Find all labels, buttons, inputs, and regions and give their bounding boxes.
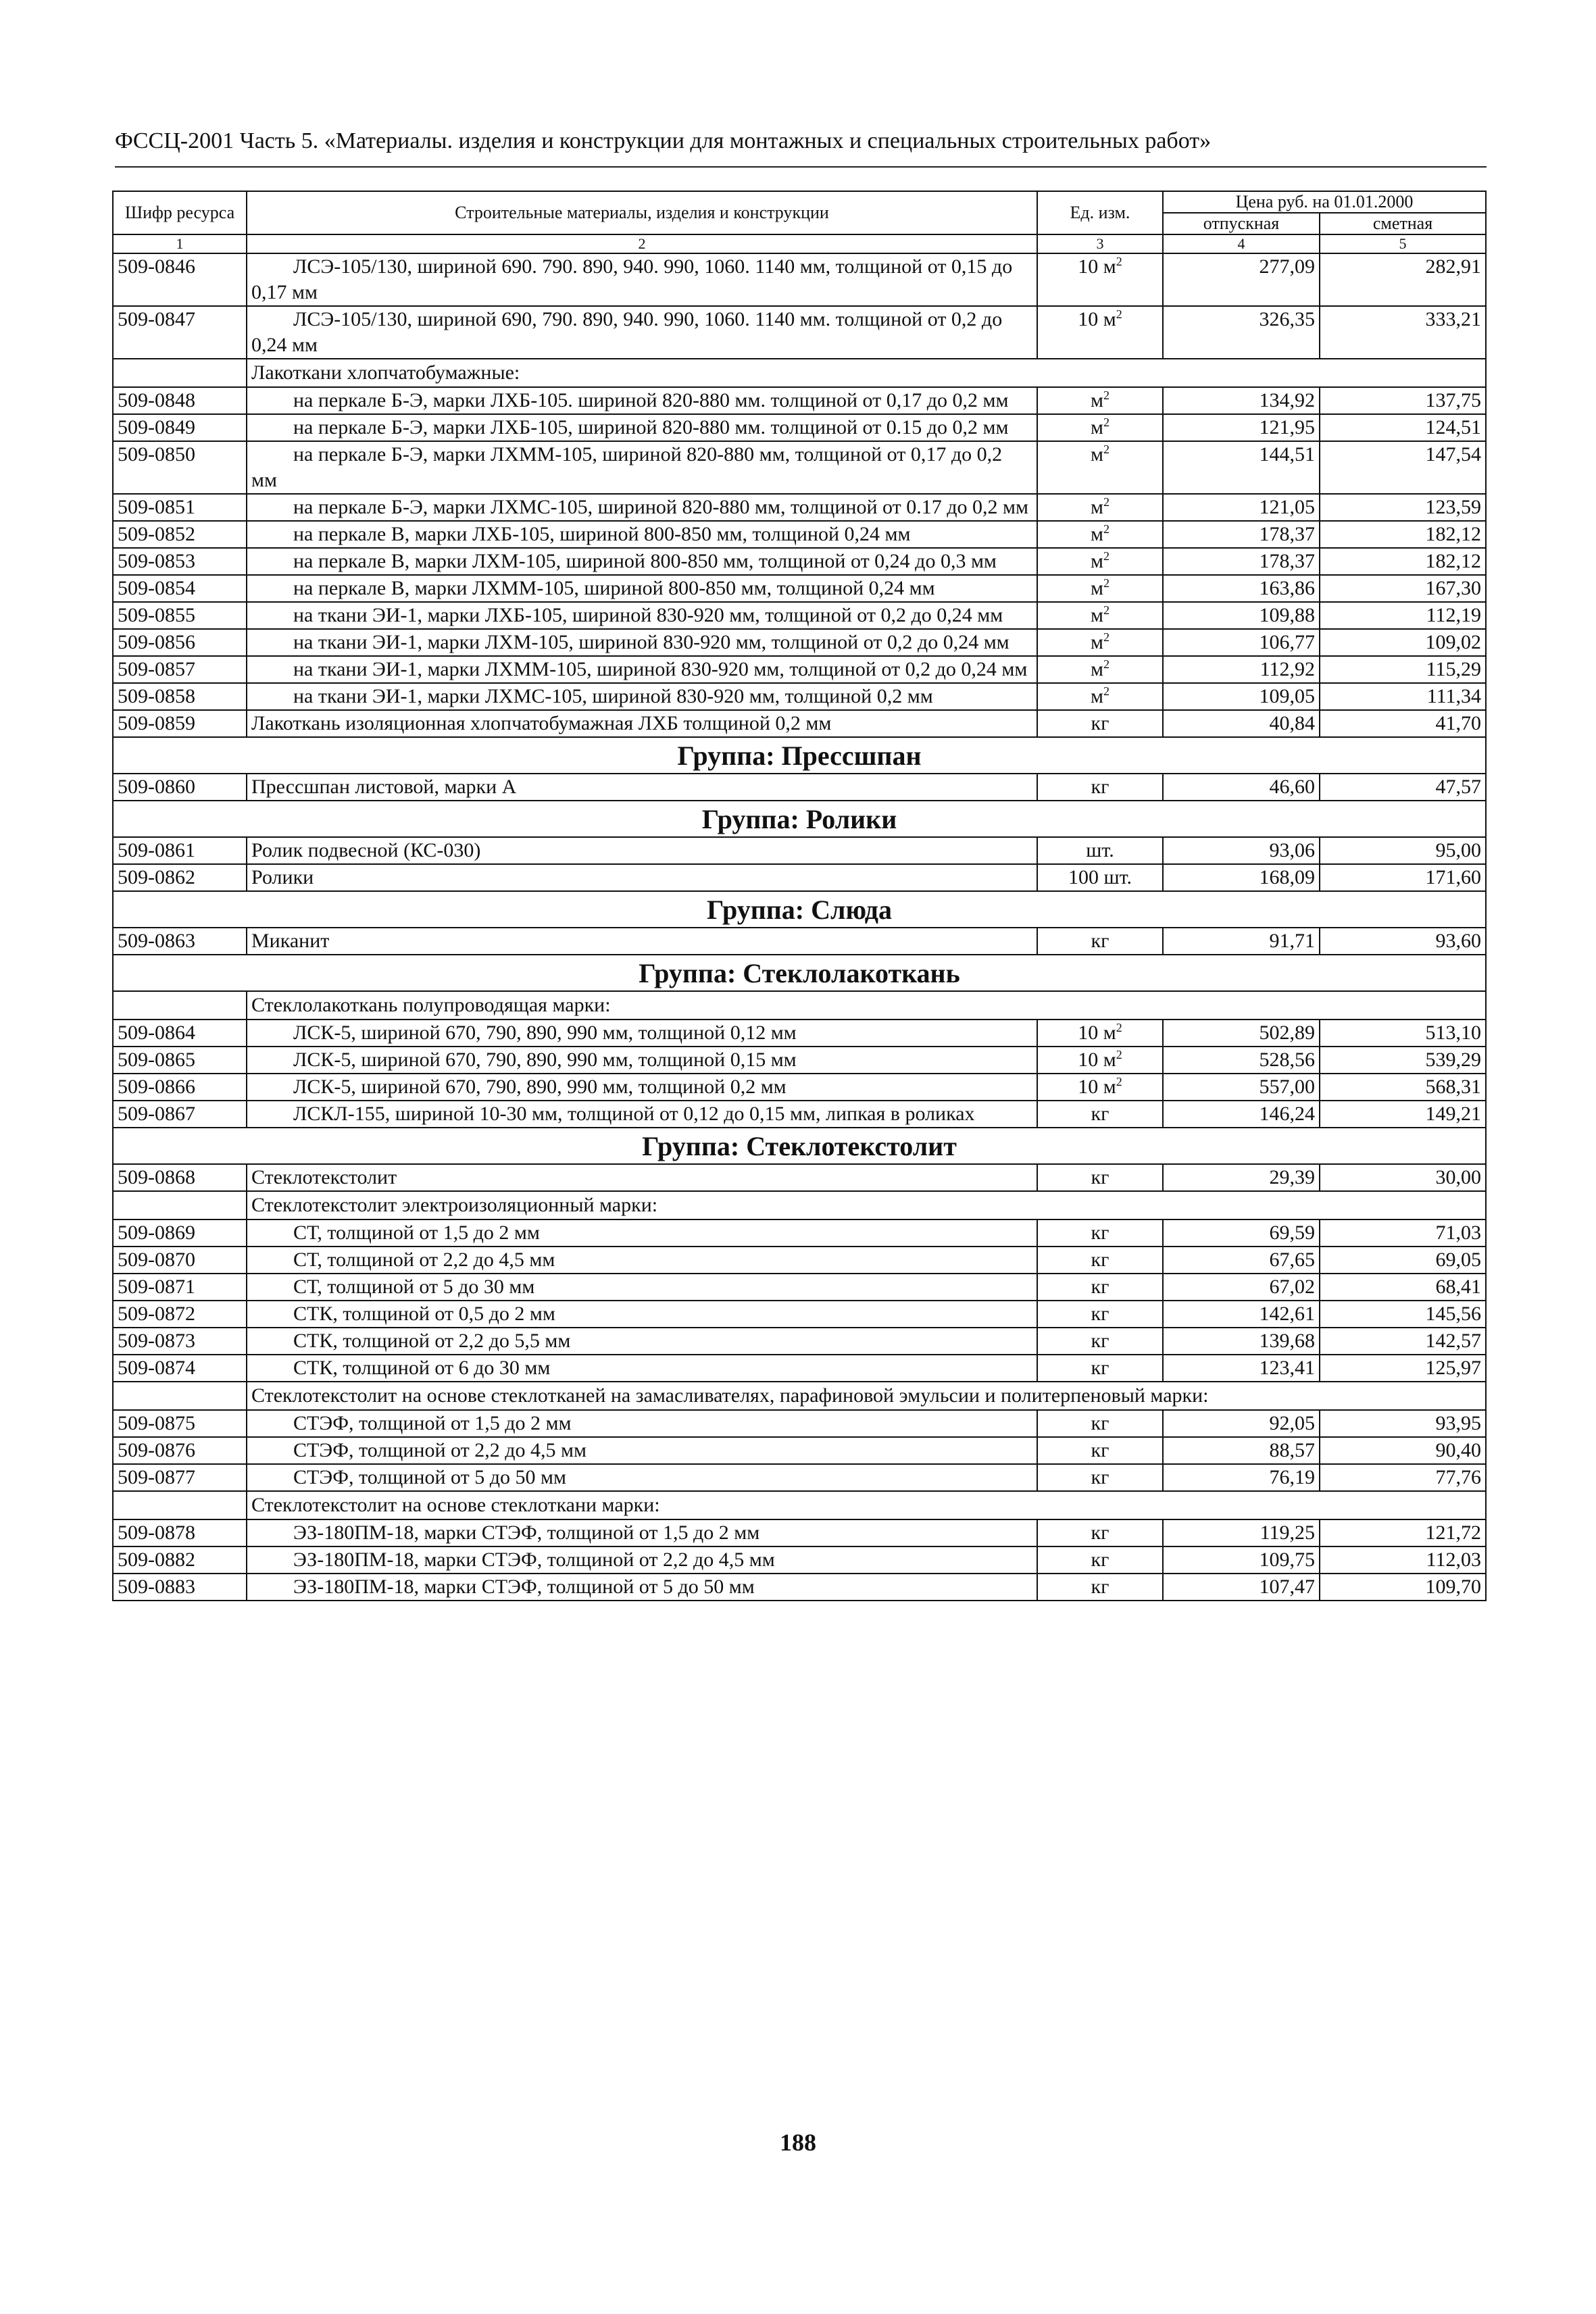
release-price: 40,84 — [1163, 710, 1320, 737]
unit-of-measure: $м^2$ — [1037, 575, 1163, 602]
unit-of-measure: $м^2$ — [1037, 387, 1163, 414]
estimate-price: 47,57 — [1320, 774, 1486, 801]
estimate-price: 167,30 — [1320, 575, 1486, 602]
unit-of-measure: $м^2$ — [1037, 548, 1163, 575]
group-title: Группа: Стеклотекстолит — [113, 1128, 1486, 1164]
resource-code: 509-0868 — [113, 1164, 247, 1191]
subgroup-title: Стеклолакоткань полупроводящая марки: — [247, 991, 1486, 1020]
resource-code: 509-0860 — [113, 774, 247, 801]
subgroup-row — [113, 1491, 1486, 1519]
estimate-price: 123,59 — [1320, 494, 1486, 521]
group-title: Группа: Слюда — [113, 891, 1486, 928]
resource-code: 509-0852 — [113, 521, 247, 548]
table-row — [113, 1074, 1486, 1101]
release-price: 67,02 — [1163, 1274, 1320, 1301]
estimate-price: 333,21 — [1320, 306, 1486, 359]
release-price: 121,05 — [1163, 494, 1320, 521]
table-row — [113, 1519, 1486, 1546]
material-description: ЭЗ-180ПМ-18, марки СТЭФ, толщиной от 5 до 50 мм — [247, 1574, 1037, 1601]
subgroup-row — [113, 1382, 1486, 1410]
subgroup-spacer — [113, 991, 247, 1020]
header-description: Строительные материалы, изделия и конструкции — [247, 191, 1037, 234]
release-price: 109,75 — [1163, 1546, 1320, 1574]
resource-code: 509-0874 — [113, 1355, 247, 1382]
estimate-price: 30,00 — [1320, 1164, 1486, 1191]
table-row — [113, 837, 1486, 864]
estimate-price: 282,91 — [1320, 253, 1486, 306]
release-price: 91,71 — [1163, 928, 1320, 955]
material-description: на перкале Б-Э, марки ЛХМС-105, шириной 820-880 мм, толщиной от 0.17 до 0,2 мм — [247, 494, 1037, 521]
estimate-price: 111,34 — [1320, 683, 1486, 710]
page-number: 188 — [780, 2129, 816, 2156]
estimate-price: 112,19 — [1320, 602, 1486, 629]
resource-code: 509-0873 — [113, 1328, 247, 1355]
resource-code: 509-0876 — [113, 1437, 247, 1464]
material-description: ЭЗ-180ПМ-18, марки СТЭФ, толщиной от 1,5 до 2 мм — [247, 1519, 1037, 1546]
material-description: на перкале Б-Э, марки ЛХБ-105, шириной 820-880 мм. толщиной от 0.15 до 0,2 мм — [247, 414, 1037, 441]
material-description: ЛСКЛ-155, шириной 10-30 мм, толщиной от 0,12 до 0,15 мм, липкая в роликах — [247, 1101, 1037, 1128]
material-description: СТК, толщиной от 2,2 до 5,5 мм — [247, 1328, 1037, 1355]
estimate-price: 149,21 — [1320, 1101, 1486, 1128]
header-rule — [115, 166, 1487, 168]
header-unit: Ед. изм. — [1037, 191, 1163, 234]
material-description: ЛСЭ-105/130, шириной 690, 790. 890, 940. 990, 1060. 1140 мм. толщиной от 0,2 до 0,24 мм — [247, 306, 1037, 359]
table-row — [113, 441, 1486, 494]
material-description: СТ, толщиной от 2,2 до 4,5 мм — [247, 1247, 1037, 1274]
col-num-1: 1 — [113, 234, 247, 253]
release-price: 502,89 — [1163, 1020, 1320, 1047]
estimate-price: 90,40 — [1320, 1437, 1486, 1464]
group-row — [113, 737, 1486, 774]
unit-of-measure: кг — [1037, 1247, 1163, 1274]
table-row — [113, 1219, 1486, 1247]
resource-code: 509-0869 — [113, 1219, 247, 1247]
table-row — [113, 1437, 1486, 1464]
header-code: Шифр ресурса — [113, 191, 247, 234]
material-description: СТЭФ, толщиной от 5 до 50 мм — [247, 1464, 1037, 1491]
material-description: на ткани ЭИ-1, марки ЛХБ-105, шириной 830-920 мм, толщиной от 0,2 до 0,24 мм — [247, 602, 1037, 629]
resource-code: 509-0875 — [113, 1410, 247, 1437]
resource-code: 509-0848 — [113, 387, 247, 414]
unit-of-measure: кг — [1037, 1274, 1163, 1301]
table-body — [113, 253, 1486, 1601]
unit-of-measure: кг — [1037, 1355, 1163, 1382]
release-price: 178,37 — [1163, 548, 1320, 575]
resource-code: 509-0857 — [113, 656, 247, 683]
table-row — [113, 1274, 1486, 1301]
material-description: СТК, толщиной от 6 до 30 мм — [247, 1355, 1037, 1382]
estimate-price: 69,05 — [1320, 1247, 1486, 1274]
resource-code: 509-0882 — [113, 1546, 247, 1574]
subgroup-row — [113, 1191, 1486, 1219]
estimate-price: 125,97 — [1320, 1355, 1486, 1382]
unit-of-measure: кг — [1037, 1546, 1163, 1574]
resource-code: 509-0854 — [113, 575, 247, 602]
estimate-price: 68,41 — [1320, 1274, 1486, 1301]
table-row — [113, 1020, 1486, 1047]
material-description: на перкале Б-Э, марки ЛХММ-105, шириной 820-880 мм, толщиной от 0,17 до 0,2 мм — [247, 441, 1037, 494]
resource-code: 509-0851 — [113, 494, 247, 521]
estimate-price: 109,02 — [1320, 629, 1486, 656]
subgroup-title: Стеклотекстолит на основе стеклотканей на замасливателях, парафиновой эмульсии и политерпеновый марки: — [247, 1382, 1486, 1410]
table-row — [113, 1247, 1486, 1274]
release-price: 119,25 — [1163, 1519, 1320, 1546]
unit-of-measure: кг — [1037, 1101, 1163, 1128]
resource-code: 509-0871 — [113, 1274, 247, 1301]
group-row — [113, 1128, 1486, 1164]
release-price: 123,41 — [1163, 1355, 1320, 1382]
unit-of-measure: кг — [1037, 1437, 1163, 1464]
resource-code: 509-0855 — [113, 602, 247, 629]
unit-of-measure: 10 $м^2$ — [1037, 1074, 1163, 1101]
unit-of-measure: $м^2$ — [1037, 656, 1163, 683]
unit-of-measure: кг — [1037, 1519, 1163, 1546]
table-row — [113, 1574, 1486, 1601]
table-row — [113, 575, 1486, 602]
subgroup-row — [113, 359, 1486, 387]
subgroup-spacer — [113, 1491, 247, 1519]
unit-of-measure: $м^2$ — [1037, 602, 1163, 629]
subgroup-title: Стеклотекстолит электроизоляционный марки: — [247, 1191, 1486, 1219]
estimate-price: 71,03 — [1320, 1219, 1486, 1247]
estimate-price: 145,56 — [1320, 1301, 1486, 1328]
resource-code: 509-0861 — [113, 837, 247, 864]
estimate-price: 77,76 — [1320, 1464, 1486, 1491]
table-row — [113, 1355, 1486, 1382]
group-row — [113, 891, 1486, 928]
resource-code: 509-0878 — [113, 1519, 247, 1546]
release-price: 139,68 — [1163, 1328, 1320, 1355]
release-price: 29,39 — [1163, 1164, 1320, 1191]
estimate-price: 182,12 — [1320, 548, 1486, 575]
release-price: 109,88 — [1163, 602, 1320, 629]
resource-code: 509-0862 — [113, 864, 247, 891]
subgroup-title: Стеклотекстолит на основе стеклоткани марки: — [247, 1491, 1486, 1519]
release-price: 88,57 — [1163, 1437, 1320, 1464]
resource-code: 509-0867 — [113, 1101, 247, 1128]
unit-of-measure: 10 $м^2$ — [1037, 1047, 1163, 1074]
col-num-3: 3 — [1037, 234, 1163, 253]
table-row — [113, 774, 1486, 801]
release-price: 142,61 — [1163, 1301, 1320, 1328]
unit-of-measure: кг — [1037, 774, 1163, 801]
release-price: 109,05 — [1163, 683, 1320, 710]
unit-of-measure: кг — [1037, 1410, 1163, 1437]
material-description: на ткани ЭИ-1, марки ЛХМ-105, шириной 830-920 мм, толщиной от 0,2 до 0,24 мм — [247, 629, 1037, 656]
release-price: 163,86 — [1163, 575, 1320, 602]
estimate-price: 539,29 — [1320, 1047, 1486, 1074]
release-price: 528,56 — [1163, 1047, 1320, 1074]
unit-of-measure: кг — [1037, 1219, 1163, 1247]
resource-code: 509-0865 — [113, 1047, 247, 1074]
release-price: 168,09 — [1163, 864, 1320, 891]
col-num-5: 5 — [1320, 234, 1486, 253]
resource-code: 509-0859 — [113, 710, 247, 737]
material-description: Ролик подвесной (КС-030) — [247, 837, 1037, 864]
material-description: ЭЗ-180ПМ-18, марки СТЭФ, толщиной от 2,2 до 4,5 мм — [247, 1546, 1037, 1574]
table-row — [113, 928, 1486, 955]
release-price: 112,92 — [1163, 656, 1320, 683]
release-price: 107,47 — [1163, 1574, 1320, 1601]
release-price: 121,95 — [1163, 414, 1320, 441]
col-num-4: 4 — [1163, 234, 1320, 253]
resource-code: 509-0856 — [113, 629, 247, 656]
release-price: 67,65 — [1163, 1247, 1320, 1274]
group-row — [113, 801, 1486, 837]
unit-of-measure: кг — [1037, 1574, 1163, 1601]
table-row — [113, 710, 1486, 737]
unit-of-measure: 10 $м^2$ — [1037, 253, 1163, 306]
resource-code: 509-0870 — [113, 1247, 247, 1274]
table-row — [113, 656, 1486, 683]
header-price-release: отпускная — [1163, 213, 1320, 234]
release-price: 92,05 — [1163, 1410, 1320, 1437]
unit-of-measure: 10 $м^2$ — [1037, 1020, 1163, 1047]
unit-of-measure: $м^2$ — [1037, 441, 1163, 494]
table-row — [113, 1164, 1486, 1191]
unit-of-measure: кг — [1037, 1328, 1163, 1355]
resource-code: 509-0864 — [113, 1020, 247, 1047]
unit-of-measure: кг — [1037, 710, 1163, 737]
table-row — [113, 1101, 1486, 1128]
release-price: 178,37 — [1163, 521, 1320, 548]
estimate-price: 124,51 — [1320, 414, 1486, 441]
release-price: 277,09 — [1163, 253, 1320, 306]
material-description: Ролики — [247, 864, 1037, 891]
resource-code: 509-0877 — [113, 1464, 247, 1491]
release-price: 69,59 — [1163, 1219, 1320, 1247]
release-price: 557,00 — [1163, 1074, 1320, 1101]
resource-code: 509-0849 — [113, 414, 247, 441]
resource-code: 509-0846 — [113, 253, 247, 306]
table-row — [113, 864, 1486, 891]
subgroup-title: Лакоткани хлопчатобумажные: — [247, 359, 1486, 387]
unit-of-measure: $м^2$ — [1037, 494, 1163, 521]
resource-code: 509-0883 — [113, 1574, 247, 1601]
table-row — [113, 494, 1486, 521]
group-title: Группа: Прессшпан — [113, 737, 1486, 774]
material-description: СТЭФ, толщиной от 1,5 до 2 мм — [247, 1410, 1037, 1437]
unit-of-measure: кг — [1037, 1301, 1163, 1328]
resource-code: 509-0847 — [113, 306, 247, 359]
table-row — [113, 602, 1486, 629]
table-row — [113, 414, 1486, 441]
resource-code: 509-0850 — [113, 441, 247, 494]
group-row — [113, 955, 1486, 991]
table-row — [113, 387, 1486, 414]
table-row — [113, 306, 1486, 359]
table-row — [113, 1328, 1486, 1355]
estimate-price: 182,12 — [1320, 521, 1486, 548]
estimate-price: 115,29 — [1320, 656, 1486, 683]
estimate-price: 142,57 — [1320, 1328, 1486, 1355]
material-description: СТК, толщиной от 0,5 до 2 мм — [247, 1301, 1037, 1328]
subgroup-spacer — [113, 1191, 247, 1219]
header-price-group: Цена руб. на 01.01.2000 — [1163, 191, 1486, 213]
resource-code: 509-0872 — [113, 1301, 247, 1328]
material-description: на перкале В, марки ЛХМ-105, шириной 800-850 мм, толщиной от 0,24 до 0,3 мм — [247, 548, 1037, 575]
table-row — [113, 1410, 1486, 1437]
header-price-estimate: сметная — [1320, 213, 1486, 234]
estimate-price: 121,72 — [1320, 1519, 1486, 1546]
unit-of-measure: $м^2$ — [1037, 414, 1163, 441]
subgroup-row — [113, 991, 1486, 1020]
estimate-price: 171,60 — [1320, 864, 1486, 891]
subgroup-spacer — [113, 1382, 247, 1410]
estimate-price: 513,10 — [1320, 1020, 1486, 1047]
release-price: 46,60 — [1163, 774, 1320, 801]
unit-of-measure: $м^2$ — [1037, 683, 1163, 710]
release-price: 144,51 — [1163, 441, 1320, 494]
estimate-price: 109,70 — [1320, 1574, 1486, 1601]
material-description: Прессшпан листовой, марки А — [247, 774, 1037, 801]
estimate-price: 93,95 — [1320, 1410, 1486, 1437]
table-row — [113, 521, 1486, 548]
estimate-price: 112,03 — [1320, 1546, 1486, 1574]
material-description: СТ, толщиной от 5 до 30 мм — [247, 1274, 1037, 1301]
table-row — [113, 1546, 1486, 1574]
release-price: 326,35 — [1163, 306, 1320, 359]
release-price: 93,06 — [1163, 837, 1320, 864]
table-row — [113, 683, 1486, 710]
unit-of-measure: кг — [1037, 1464, 1163, 1491]
material-description: Лакоткань изоляционная хлопчатобумажная ЛХБ толщиной 0,2 мм — [247, 710, 1037, 737]
table-row — [113, 1047, 1486, 1074]
release-price: 76,19 — [1163, 1464, 1320, 1491]
unit-of-measure: шт. — [1037, 837, 1163, 864]
resource-code: 509-0866 — [113, 1074, 247, 1101]
table-row — [113, 1464, 1486, 1491]
release-price: 106,77 — [1163, 629, 1320, 656]
material-description: на ткани ЭИ-1, марки ЛХМС-105, шириной 830-920 мм, толщиной 0,2 мм — [247, 683, 1037, 710]
header-column-numbers — [113, 234, 1486, 253]
estimate-price: 568,31 — [1320, 1074, 1486, 1101]
price-table — [112, 191, 1487, 1601]
unit-of-measure: $м^2$ — [1037, 521, 1163, 548]
unit-of-measure: 10 $м^2$ — [1037, 306, 1163, 359]
unit-of-measure: кг — [1037, 1164, 1163, 1191]
group-title: Группа: Стеклолакоткань — [113, 955, 1486, 991]
group-title: Группа: Ролики — [113, 801, 1486, 837]
table-row — [113, 548, 1486, 575]
table-row — [113, 1301, 1486, 1328]
resource-code: 509-0858 — [113, 683, 247, 710]
material-description: на ткани ЭИ-1, марки ЛХММ-105, шириной 830-920 мм, толщиной от 0,2 до 0,24 мм — [247, 656, 1037, 683]
estimate-price: 147,54 — [1320, 441, 1486, 494]
table-header — [113, 191, 1486, 253]
resource-code: 509-0863 — [113, 928, 247, 955]
subgroup-spacer — [113, 359, 247, 387]
table-row — [113, 629, 1486, 656]
col-num-2: 2 — [247, 234, 1037, 253]
material-description: на перкале Б-Э, марки ЛХБ-105. шириной 820-880 мм. толщиной от 0,17 до 0,2 мм — [247, 387, 1037, 414]
estimate-price: 93,60 — [1320, 928, 1486, 955]
material-description: Миканит — [247, 928, 1037, 955]
material-description: СТ, толщиной от 1,5 до 2 мм — [247, 1219, 1037, 1247]
material-description: ЛСЭ-105/130, шириной 690. 790. 890, 940. 990, 1060. 1140 мм, толщиной от 0,15 до 0,17 мм — [247, 253, 1037, 306]
table-row — [113, 253, 1486, 306]
material-description: на перкале В, марки ЛХБ-105, шириной 800-850 мм, толщиной 0,24 мм — [247, 521, 1037, 548]
estimate-price: 41,70 — [1320, 710, 1486, 737]
unit-of-measure: кг — [1037, 928, 1163, 955]
release-price: 134,92 — [1163, 387, 1320, 414]
material-description: ЛСК-5, шириной 670, 790, 890, 990 мм, толщиной 0,15 мм — [247, 1047, 1037, 1074]
estimate-price: 137,75 — [1320, 387, 1486, 414]
material-description: Стеклотекстолит — [247, 1164, 1037, 1191]
material-description: ЛСК-5, шириной 670, 790, 890, 990 мм, толщиной 0,12 мм — [247, 1020, 1037, 1047]
release-price: 146,24 — [1163, 1101, 1320, 1128]
unit-of-measure: $м^2$ — [1037, 629, 1163, 656]
unit-of-measure: 100 шт. — [1037, 864, 1163, 891]
material-description: на перкале В, марки ЛХММ-105, шириной 800-850 мм, толщиной 0,24 мм — [247, 575, 1037, 602]
material-description: СТЭФ, толщиной от 2,2 до 4,5 мм — [247, 1437, 1037, 1464]
resource-code: 509-0853 — [113, 548, 247, 575]
estimate-price: 95,00 — [1320, 837, 1486, 864]
material-description: ЛСК-5, шириной 670, 790, 890, 990 мм, толщиной 0,2 мм — [247, 1074, 1037, 1101]
page-header-title: ФССЦ-2001 Часть 5. «Материалы. изделия и конструкции для монтажных и специальных строительных работ» — [115, 128, 1212, 153]
